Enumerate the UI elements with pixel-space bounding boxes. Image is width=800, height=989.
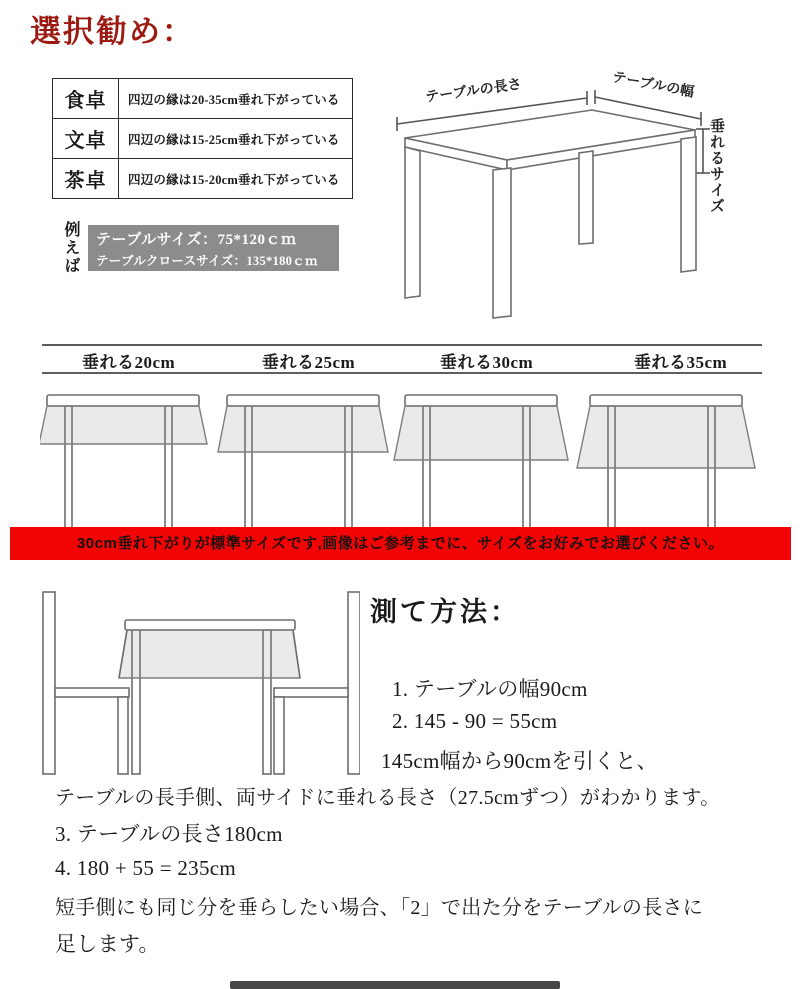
table-length-label: テーブルの長さ [424, 77, 523, 106]
table-row [53, 79, 353, 119]
bottom-edge-strip [230, 981, 560, 989]
drop-example-label: 垂れる30cm [440, 353, 534, 372]
divider-line [42, 344, 762, 346]
table-desc-cell: 四辺の縁は15-20cm垂れ下がっている [119, 159, 353, 199]
measure-step-1: 1. テーブルの幅90cm [392, 677, 588, 701]
table-type-cell: 茶卓 [53, 159, 119, 199]
table-width-label: テーブルの幅 [611, 70, 696, 101]
table-type-cell: 食卓 [53, 79, 119, 119]
drop-example-label: 垂れる20cm [82, 353, 176, 372]
measure-note-short-side: 短手側にも同じ分を垂らしたい場合、「2」で出た分をテーブルの長さに [55, 897, 704, 919]
drop-size-label: 垂れるサイズ [708, 118, 724, 214]
measure-step-2: 2. 145 - 90 = 55cm [392, 709, 558, 733]
table-with-chairs-illustration [15, 588, 360, 788]
measure-note-short-side-cont: 足します。 [55, 932, 160, 956]
example-label: 例えば [62, 221, 79, 275]
measure-method-heading: 測て方法： [370, 597, 520, 627]
measure-step-3: 145cm幅から90cmを引くと、 [381, 749, 658, 773]
recommendation-table [52, 78, 353, 199]
measure-note-long-side: テーブルの長手側、両サイドに垂れる長さ（27.5cmずつ）がわかります。 [55, 787, 721, 809]
table-desc-cell: 四辺の縁は20-35cm垂れ下がっている [119, 79, 353, 119]
measure-step-4: 3. テーブルの長さ180cm [55, 822, 283, 846]
table-desc-cell: 四辺の縁は15-25cm垂れ下がっている [119, 119, 353, 159]
table-row [53, 119, 353, 159]
table-row [53, 159, 353, 199]
page-title: 選択勧め： [30, 14, 195, 49]
drop-example-label: 垂れる25cm [262, 353, 356, 372]
example-size-box [88, 225, 339, 271]
example-cloth-size: テーブルクロースサイズ：135*180ｃｍ [96, 254, 318, 268]
drop-examples-illustration [40, 388, 765, 548]
drop-example-label: 垂れる35cm [634, 353, 728, 372]
measure-step-5: 4. 180 + 55 = 235cm [55, 856, 237, 880]
table-type-cell: 文卓 [53, 119, 119, 159]
standard-size-banner: 30cm垂れ下がりが標準サイズです,画像はご参考までに、サイズをお好みでお選びください。 [10, 527, 791, 560]
example-table-size: テーブルサイズ：75*120ｃｍ [96, 232, 297, 248]
